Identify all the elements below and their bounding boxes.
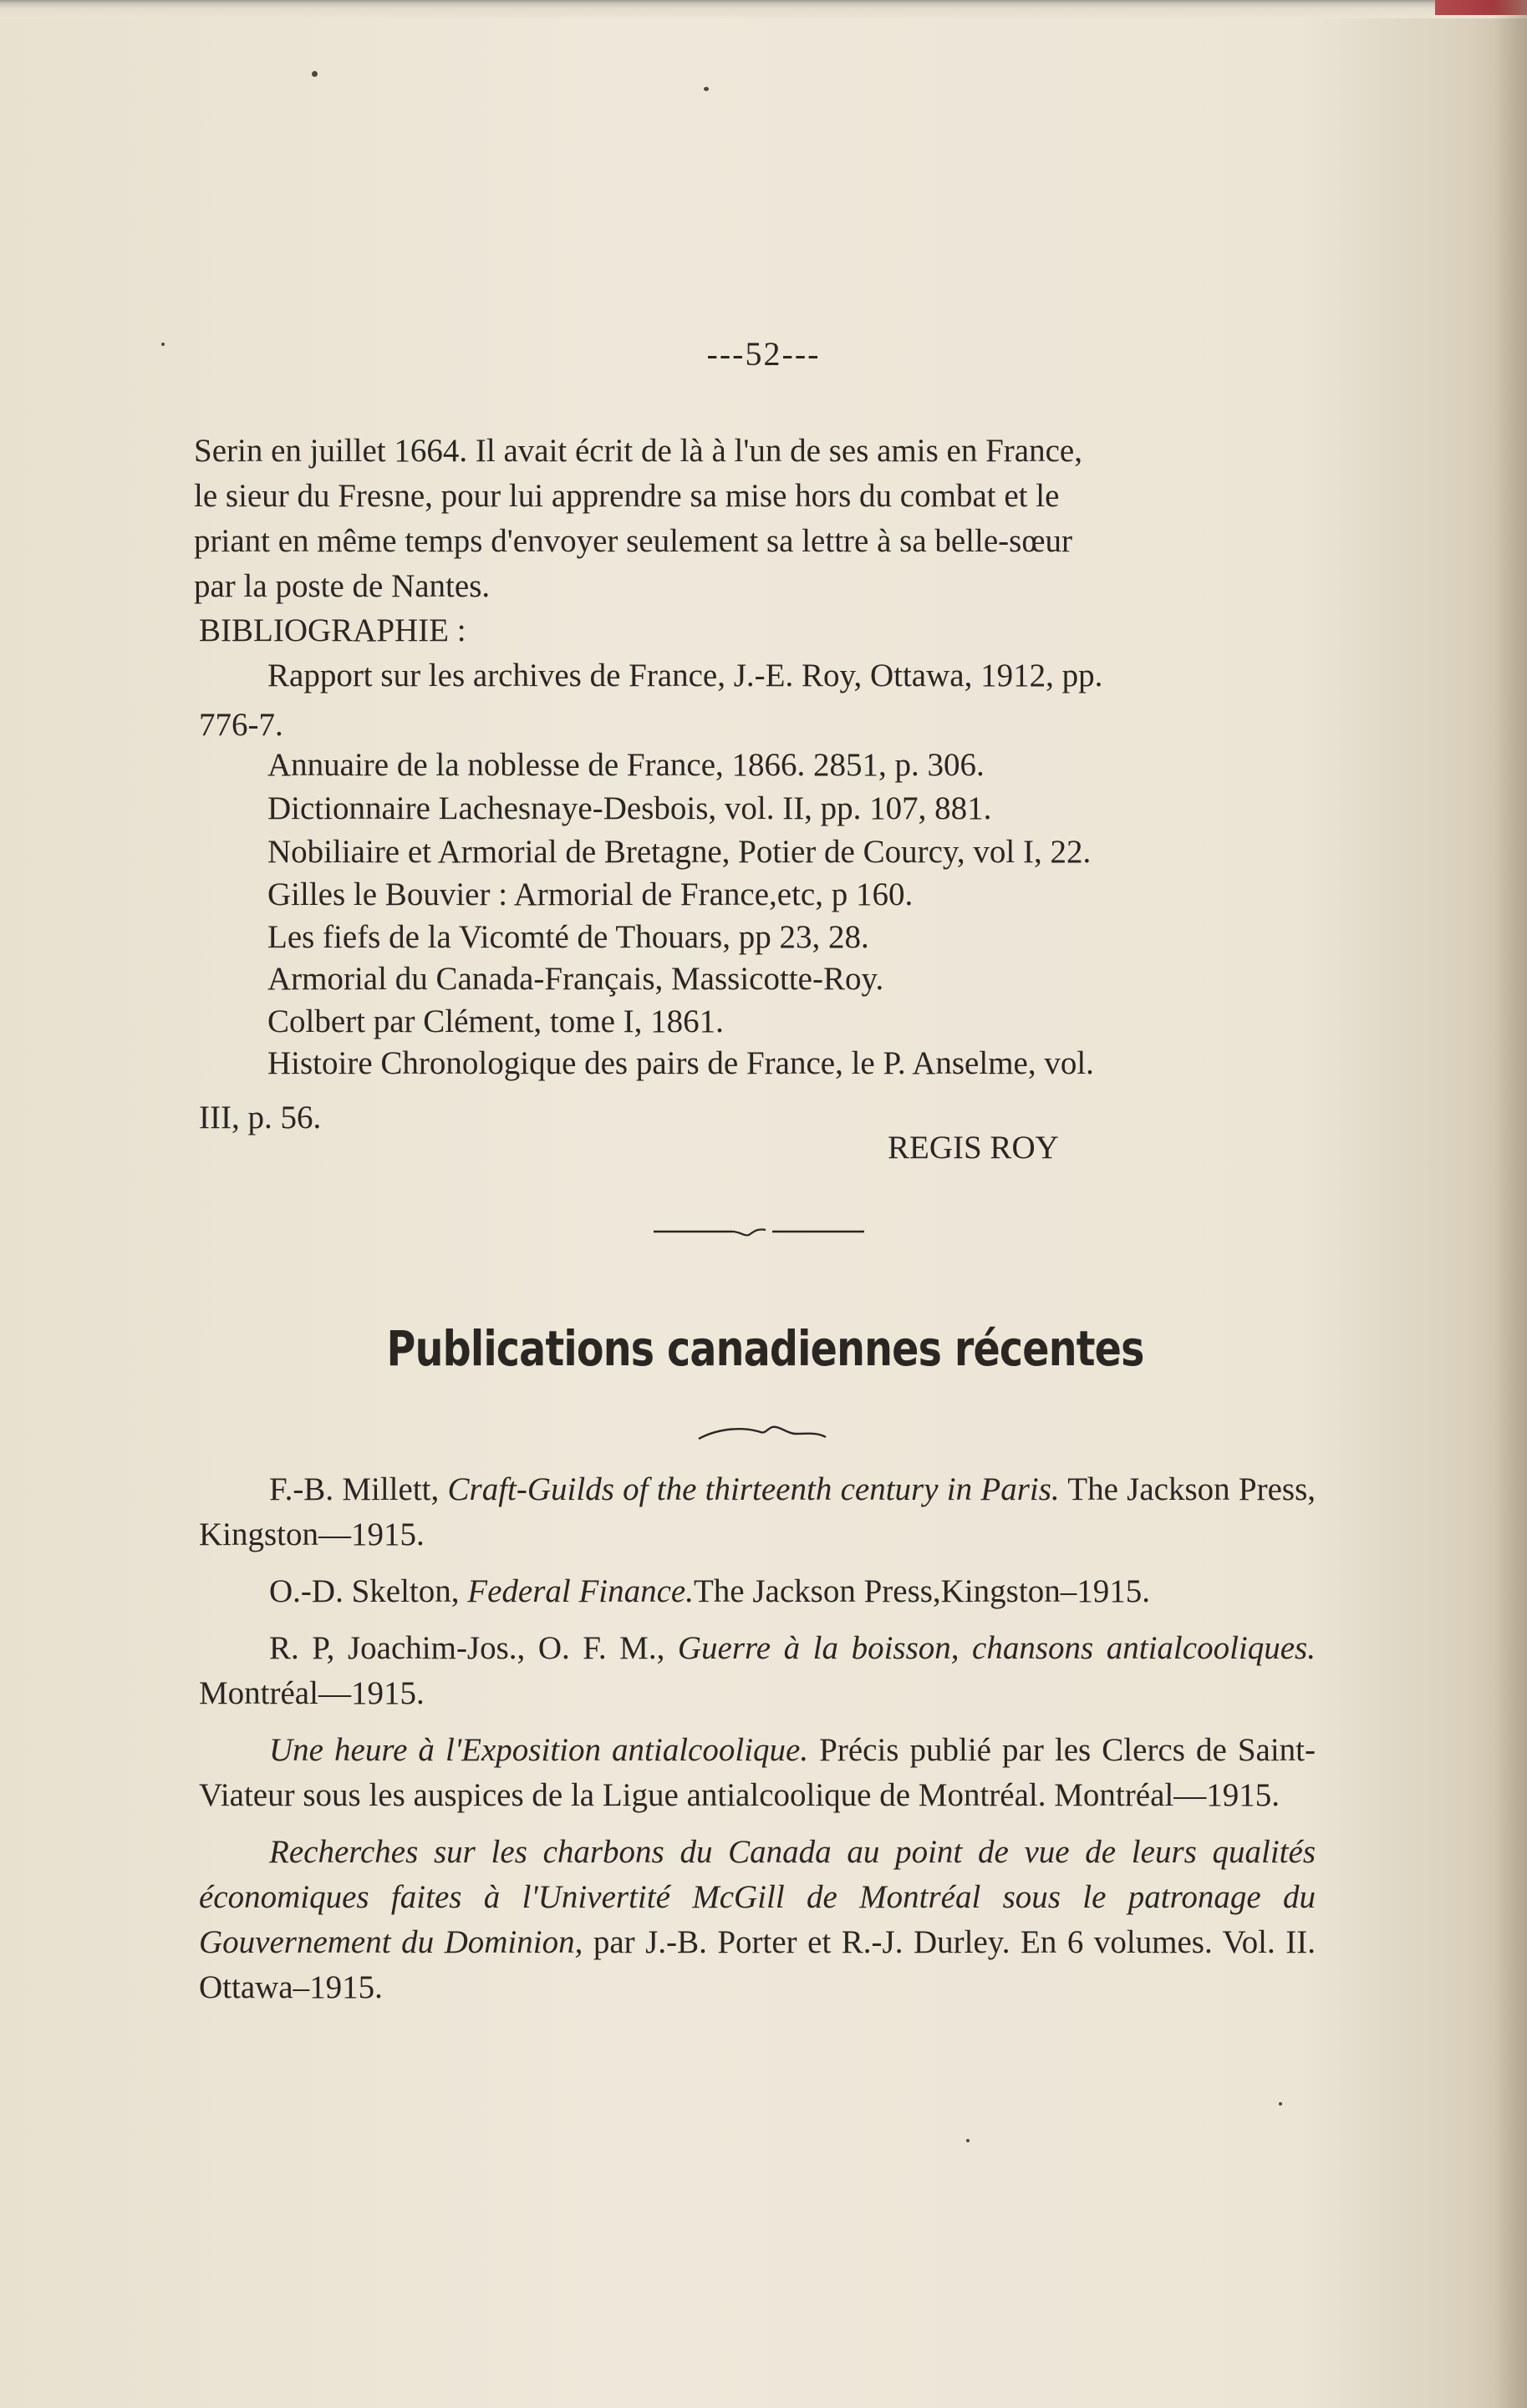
publication-author: F.-B. Millett,: [269, 1471, 448, 1507]
paper-speck: [704, 87, 709, 91]
publication-details: The Jackson Press,Kingston–1915.: [693, 1573, 1150, 1609]
publication-entry: [199, 1626, 1316, 1716]
publication-details: Précis publié par les Clercs de Saint-Viateur sous les auspices de la Ligue antialcoolique de Montréal. Montréal—1915.: [199, 1732, 1316, 1813]
publication-entry: [199, 1830, 1316, 2010]
section-title: Publications canadiennes récentes: [386, 1320, 1144, 1377]
bibliography-entry: Colbert par Clément, tome I, 1861.: [267, 1003, 724, 1039]
page-top-edge: [0, 0, 1527, 18]
publication-title: Recherches sur les charbons du Canada au point de vue de leurs qualités économiques faites à l'Univertité McGill de Montréal sous le patronage du Gouvernement du Dominion,: [199, 1834, 1316, 1960]
bibliography-entry: Armorial du Canada-Français, Massicotte-Roy.: [267, 961, 884, 997]
body-line: Serin en juillet 1664. Il avait écrit de là à l'un de ses amis en France,: [194, 433, 1082, 469]
bibliography-entry: Annuaire de la noblesse de France, 1866. 2851, p. 306.: [267, 747, 985, 783]
publication-title: Craft-Guilds of the thirteenth century in Paris.: [447, 1471, 1060, 1507]
title-flourish-ornament: [695, 1420, 829, 1445]
publication-entry: [199, 1467, 1316, 1557]
bibliography-entry: 776-7.: [199, 707, 283, 743]
paper-speck: [1279, 2102, 1282, 2106]
publication-details: The Jackson Press, Kingston—1915.: [199, 1471, 1316, 1552]
publications-list: [199, 1467, 1316, 2010]
publication-entry: [199, 1569, 1316, 1614]
paper-speck: [966, 2139, 970, 2142]
publication-title: Guerre à la boisson, chansons antialcooliques.: [677, 1630, 1316, 1666]
body-line: par la poste de Nantes.: [194, 568, 491, 604]
paper-speck: [312, 71, 318, 77]
bibliography-heading: BIBLIOGRAPHIE :: [199, 612, 466, 648]
publication-author: R. P, Joachim-Jos., O. F. M.,: [269, 1630, 678, 1666]
publication-title: Federal Finance.: [467, 1573, 694, 1609]
publication-entry: [199, 1728, 1316, 1818]
publication-details: par J.-B. Porter et R.-J. Durley. En 6 volumes. Vol. II. Ottawa–1915.: [199, 1924, 1316, 2005]
bibliography-entry: Histoire Chronologique des pairs de France, le P. Anselme, vol.: [267, 1045, 1094, 1081]
bibliography-entry: III, p. 56.: [199, 1100, 322, 1135]
bibliography-entry: Rapport sur les archives de France, J.-E. Roy, Ottawa, 1912, pp.: [267, 658, 1103, 693]
bibliography-entry: Nobiliaire et Armorial de Bretagne, Potier de Courcy, vol I, 22.: [267, 834, 1092, 870]
publication-author: O.-D. Skelton,: [269, 1573, 468, 1609]
publication-title: Une heure à l'Exposition antialcoolique.: [269, 1732, 809, 1768]
body-line: priant en même temps d'envoyer seulement sa lettre à sa belle-sœur: [194, 523, 1072, 559]
body-line: le sieur du Fresne, pour lui apprendre sa mise hors du combat et le: [194, 478, 1060, 514]
bibliography-entry: Gilles le Bouvier : Armorial de France,etc, p 160.: [267, 876, 914, 912]
section-divider-ornament: [650, 1222, 868, 1242]
publication-details: Montréal—1915.: [199, 1675, 425, 1711]
page-number: ---52---: [706, 335, 821, 373]
bibliography-entry: Les fiefs de la Vicomté de Thouars, pp 23, 28.: [267, 919, 869, 955]
article-author: REGIS ROY: [888, 1130, 1059, 1166]
bibliography-entry: Dictionnaire Lachesnaye-Desbois, vol. II, pp. 107, 881.: [267, 790, 992, 826]
